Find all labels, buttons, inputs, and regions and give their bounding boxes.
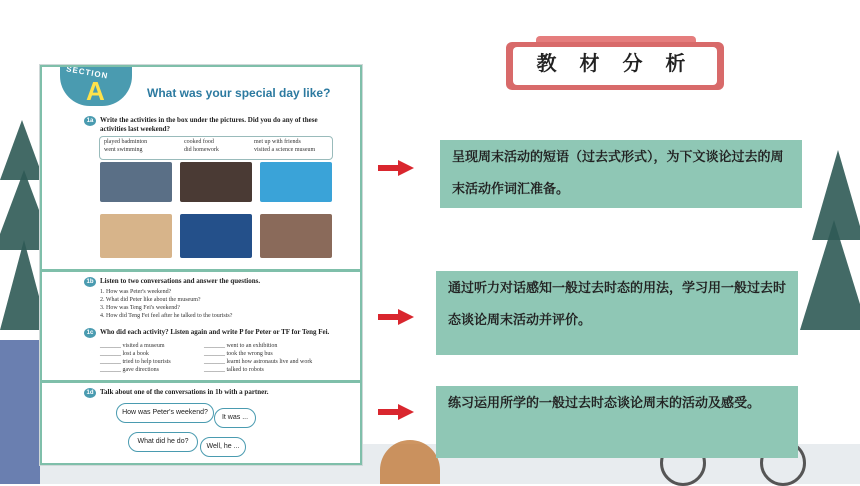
section-letter: A xyxy=(86,76,105,106)
activity-item: _______ talked to robots xyxy=(204,367,264,373)
mountain-decoration xyxy=(0,340,40,484)
activity-item: _______ took the wrong bus xyxy=(204,351,273,357)
activity-item: _______ gave directions xyxy=(100,367,159,373)
exercise-1c-instruction: Who did each activity? Listen again and write P for Peter or TF for Teng Fei. xyxy=(100,328,330,336)
exercise-tag-1c: 1c xyxy=(84,328,96,338)
exercise-1a-instruction-line1: Write the activities in the box under the pictures. Did you do any of these xyxy=(100,116,318,124)
analysis-card-2: 通过听力对话感知一般过去时态的用法，学习用一般过去时态谈论周末活动并评价。 xyxy=(436,271,798,355)
exercise-1a-instruction-line2: activities last weekend? xyxy=(100,125,170,133)
section-word: SECTION xyxy=(65,64,110,81)
exercise-tag-1a: 1a xyxy=(84,116,96,126)
exercise-1b-instruction: Listen to two conversations and answer the questions. xyxy=(100,277,261,285)
speech-bubble: How was Peter's weekend? xyxy=(116,403,214,423)
speech-bubble: What did he do? xyxy=(128,432,198,452)
analysis-card-3: 练习运用所学的一般过去时态谈论周末的活动及感受。 xyxy=(436,386,798,458)
question-item: 1. How was Peter's weekend? xyxy=(100,289,172,295)
word-box-item: visited a science museum xyxy=(254,147,316,153)
activity-item: _______ went to an exhibition xyxy=(204,343,278,349)
activity-item: _______ learnt how astronauts live and work xyxy=(204,359,313,365)
section-title: What was your special day like? xyxy=(147,86,331,100)
word-box-item: played badminton xyxy=(104,139,148,145)
question-item: 3. How was Teng Fei's weekend? xyxy=(100,305,180,311)
speech-bubble: It was ... xyxy=(214,408,256,428)
speech-bubble: Well, he ... xyxy=(200,437,246,457)
word-box-item: went swimming xyxy=(104,147,143,153)
activity-item: _______ visited a museum xyxy=(100,343,165,349)
arrow-right-icon xyxy=(378,309,414,325)
textbook-frame xyxy=(40,65,362,465)
word-box-item: cooked food xyxy=(184,139,214,145)
exercise-tag-1b: 1b xyxy=(84,277,96,287)
slide-title: 教 材 分 析 xyxy=(536,51,694,75)
word-box-item: met up with friends xyxy=(254,139,301,145)
word-box-item: did homework xyxy=(184,147,219,153)
activity-item: _______ lost a book xyxy=(100,351,149,357)
arrow-right-icon xyxy=(378,160,414,176)
pine-tree-decoration xyxy=(800,220,860,330)
arrow-right-icon xyxy=(378,404,414,420)
activity-item: _______ tried to help tourists xyxy=(100,359,171,365)
question-item: 2. What did Peter like about the museum? xyxy=(100,297,201,303)
exercise-tag-1d: 1d xyxy=(84,388,96,398)
analysis-card-1: 呈现周末活动的短语（过去式形式），为下文谈论过去的周末活动作词汇准备。 xyxy=(440,140,802,208)
exercise-1d-instruction: Talk about one of the conversations in 1b with a partner. xyxy=(100,388,269,396)
question-item: 4. How did Teng Fei feel after he talked to the tourists? xyxy=(100,313,233,319)
